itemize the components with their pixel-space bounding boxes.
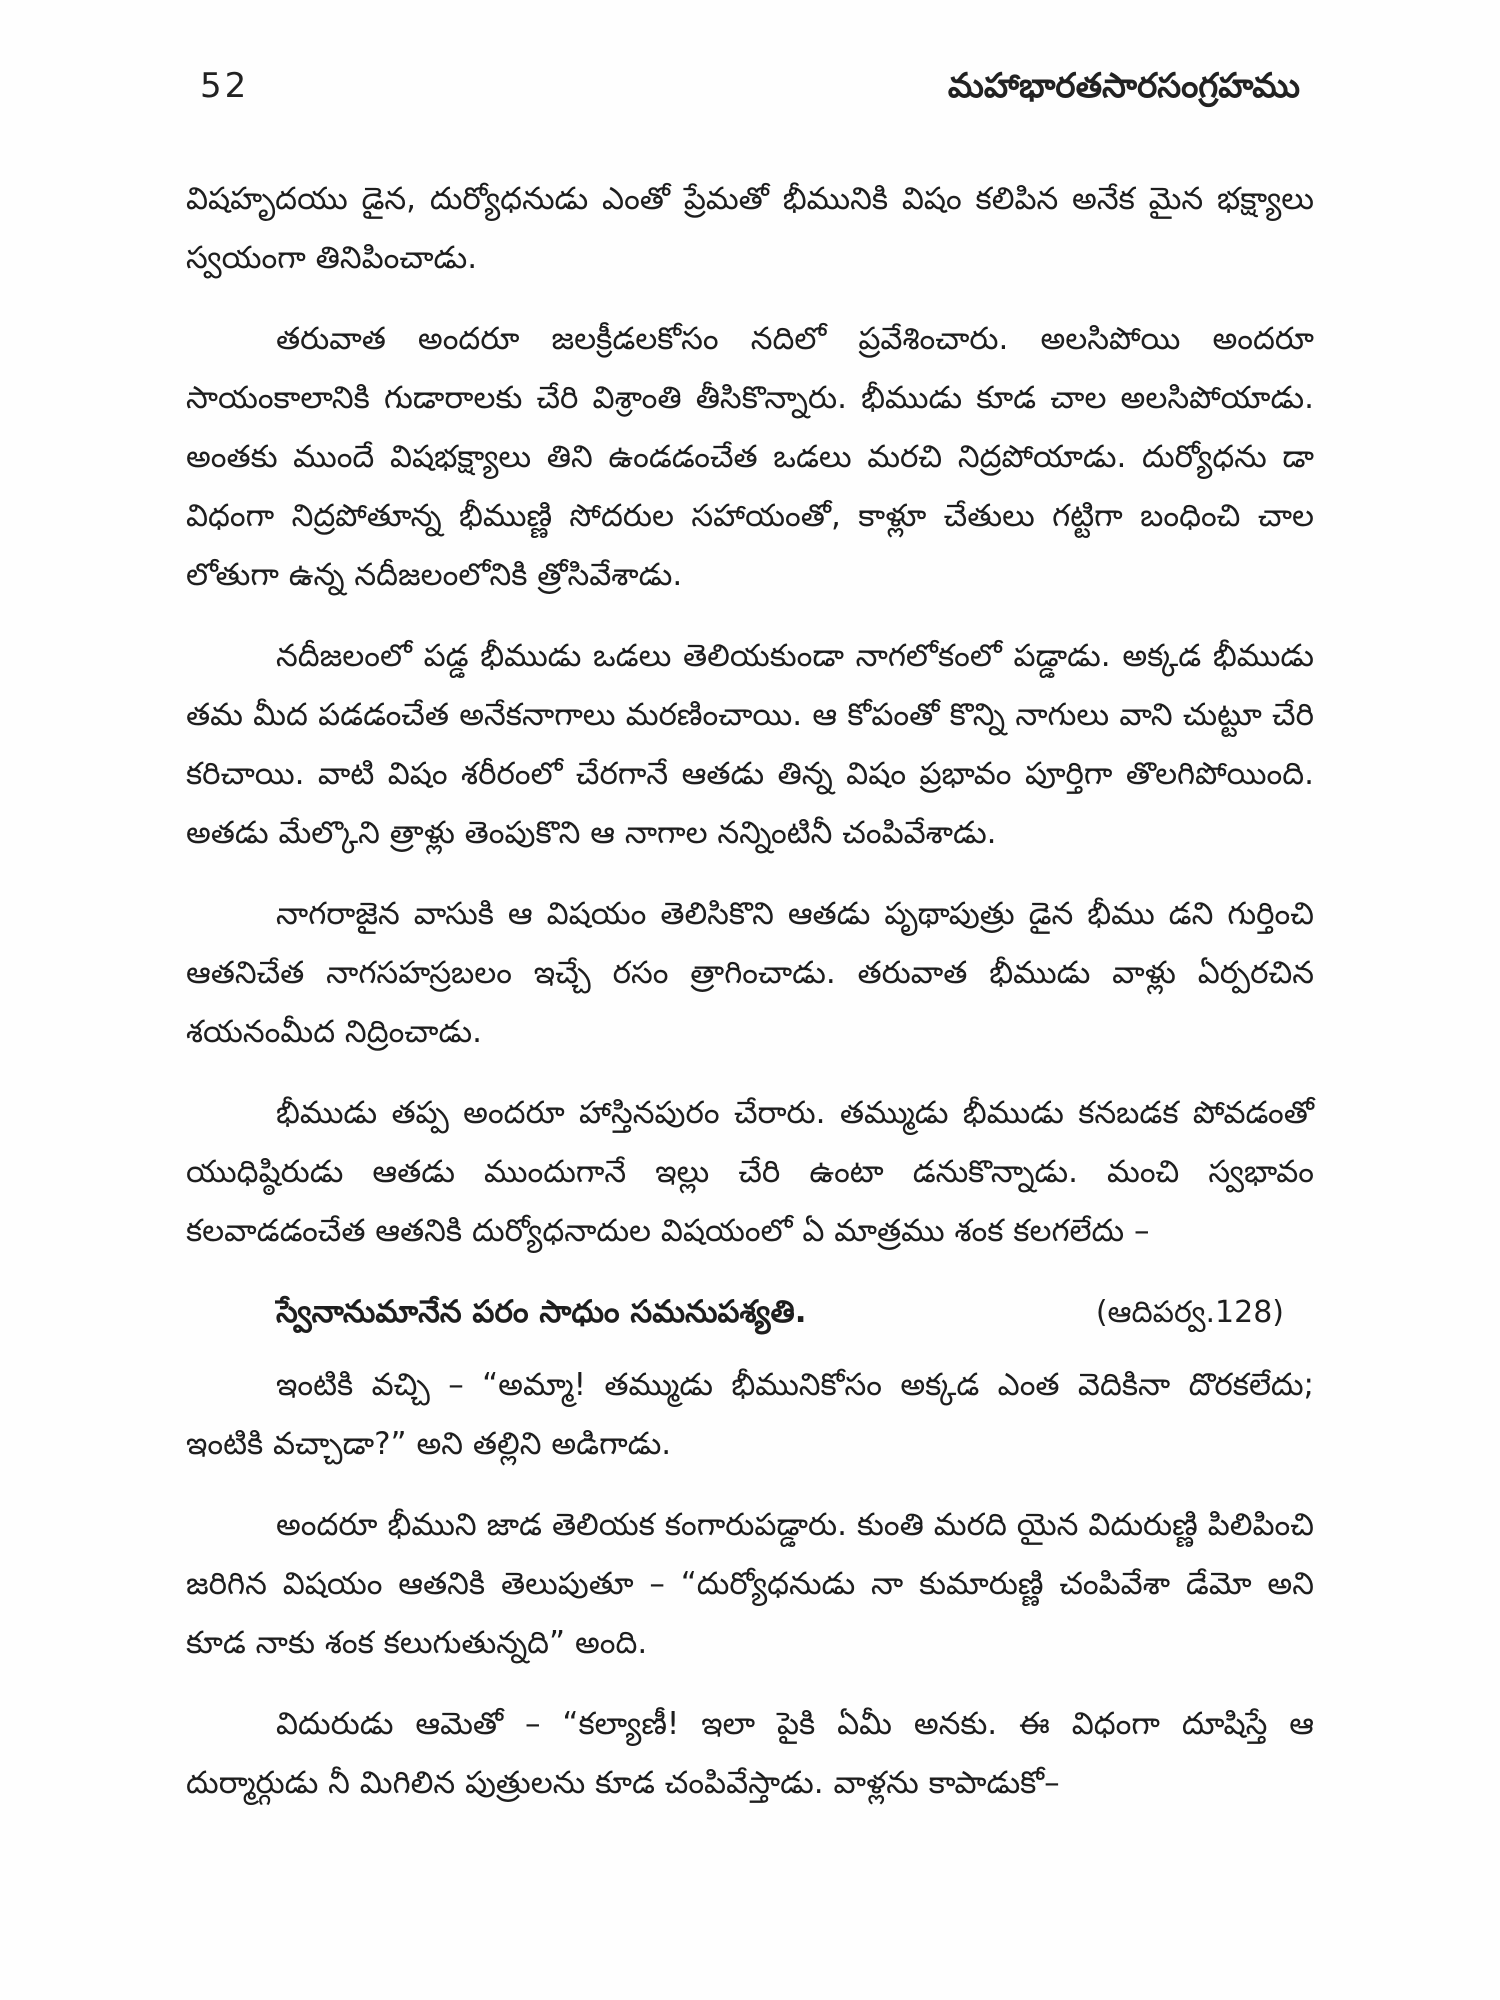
paragraph-4: నాగరాజైన వాసుకి ఆ విషయం తెలిసికొని ఆతడు పృథాపుత్రు డైన భీము డని గుర్తించి ఆతనిచేత నాగసహస్రబలం ఇచ్చే రసం త్రాగించాడు. తరువాత భీముడు వాళ్లు ఏర్పరచిన శయనంమీద నిద్రించాడు.: [186, 896, 1314, 1050]
running-title: మహాభారతసారసంగ్రహము: [947, 66, 1300, 106]
paragraph-2: తరువాత అందరూ జలక్రీడలకోసం నదిలో ప్రవేశించారు. అలసిపోయి అందరూ సాయంకాలానికి గుడారాలకు చేరి విశ్రాంతి తీసికొన్నారు. భీముడు కూడ చాల అలసిపోయాడు. అంతకు ముందే విషభక్ష్యాలు తిని ఉండడంచేత ఒడలు మరచి నిద్రపోయాడు. దుర్యోధను డా విధంగా నిద్రపోతూన్న భీముణ్ణి సోదరుల సహాయంతో, కాళ్లూ చేతులు గట్టిగా బంధించి చాల లోతుగా ఉన్న నదీజలంలోనికి త్రోసివేశాడు.: [186, 321, 1314, 593]
verse-text: స్వేనానుమానేన పరం సాధుం సమనుపశ్యతి.: [276, 1294, 807, 1330]
paragraph-7: అందరూ భీముని జాడ తెలియక కంగారుపడ్డారు. కుంతి మరది యైన విదురుణ్ణి పిలిపించి జరిగిన విషయం ఆతనికి తెలుపుతూ – “దుర్యోధనుడు నా కుమారుణ్ణి చంపివేశా డేమో అని కూడ నాకు శంక కలుగుతున్నది” అంది.: [186, 1507, 1314, 1661]
sanskrit-verse: [186, 1283, 1314, 1342]
paragraph-1: విషహృదయు డైన, దుర్యోధనుడు ఎంతో ప్రేమతో భీమునికి విషం కలిపిన అనేక మైన భక్ష్యాలు స్వయంగా తినిపించాడు.: [186, 181, 1314, 276]
verse-reference: (ఆదిపర్వ.128): [1095, 1295, 1284, 1330]
page-number: 52: [200, 66, 250, 106]
page-body: [186, 170, 1314, 1835]
paragraph-5: భీముడు తప్ప అందరూ హాస్తినపురం చేరారు. తమ్ముడు భీముడు కనబడక పోవడంతో యుధిష్ఠిరుడు ఆతడు ముందుగానే ఇల్లు చేరి ఉంటా డనుకొన్నాడు. మంచి స్వభావం కలవాడడంచేత ఆతనికి దుర్యోధనాదుల విషయంలో ఏ మాత్రము శంక కలగలేదు –: [186, 1095, 1314, 1249]
paragraph-8: విదురుడు ఆమెతో – “కల్యాణీ! ఇలా పైకి ఏమీ అనకు. ఈ విధంగా దూషిస్తే ఆ దుర్మార్గుడు నీ మిగిలిన పుత్రులను కూడ చంపివేస్తాడు. వాళ్లను కాపాడుకో–: [186, 1706, 1314, 1801]
paragraph-6: ఇంటికి వచ్చి – “అమ్మా! తమ్ముడు భీమునికోసం అక్కడ ఎంత వెదికినా దొరకలేదు; ఇంటికి వచ్చాడా?” అని తల్లిని అడిగాడు.: [186, 1367, 1314, 1462]
paragraph-3: నదీజలంలో పడ్డ భీముడు ఒడలు తెలియకుండా నాగలోకంలో పడ్డాడు. అక్కడ భీముడు తమ మీద పడడంచేత అనేకనాగాలు మరణించాయి. ఆ కోపంతో కొన్ని నాగులు వాని చుట్టూ చేరి కరిచాయి. వాటి విషం శరీరంలో చేరగానే ఆతడు తిన్న విషం ప్రభావం పూర్తిగా తొలగిపోయింది. అతడు మేల్కొని త్రాళ్లు తెంపుకొని ఆ నాగాల నన్నింటినీ చంపివేశాడు.: [186, 638, 1314, 851]
page-header: [200, 66, 1300, 126]
